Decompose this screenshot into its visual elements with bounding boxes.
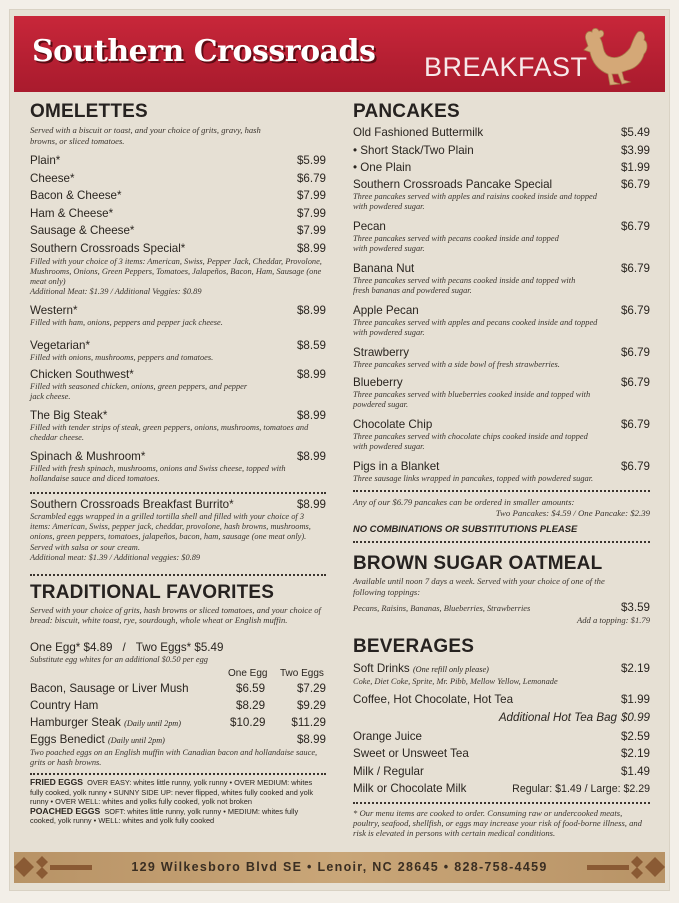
item-name: Pigs in a Blanket [353,460,440,473]
item-desc: Three pancakes served with chocolate chips cooked inside and topped with powdered sugar. [353,432,588,452]
item-price: $8.99 [296,732,326,746]
item-name: Country Ham [30,698,99,712]
item-name: Bacon, Sausage or Liver Mush [30,681,189,695]
item-name: Soft Drinks [353,661,410,675]
item-name: • One Plain [353,161,412,174]
rooster-icon [572,22,652,94]
item-price-two: $9.29 [296,698,326,712]
oatmeal-title: BROWN SUGAR OATMEAL [353,553,603,574]
item-note: (Daily until 2pm) [108,735,165,745]
item-price: $0.99 [620,710,650,724]
restaurant-name: Southern Crossroads [32,34,376,69]
item-name: Hamburger Steak [30,715,121,729]
item-name: Eggs Benedict [30,732,105,746]
item-desc: Three sausage links wrapped in pancakes, topped with powdered sugar. [353,474,594,483]
omelettes-note: Served with a biscuit or toast, and your choice of grits, gravy, hash browns, or sliced tomatoes. [30,125,261,146]
item-name: Old Fashioned Buttermilk [353,126,484,139]
item-desc: Three pancakes served with blueberries cooked inside and topped with powdered sugar. [353,390,591,410]
oatmeal-note: Available until noon 7 days a week. Served with your choice of one of the following toppings: [353,576,605,597]
menu-item [353,418,650,460]
menu-item [30,189,326,207]
item-price: $6.79 [620,220,650,233]
pancakes-title: PANCAKES [353,101,460,122]
poached-eggs-info [30,807,326,826]
divider [353,541,650,543]
menu-item [30,224,326,242]
menu-item [353,711,650,730]
menu-item [30,733,326,773]
item-name: Bacon & Cheese* [30,189,122,202]
divider [30,492,326,494]
item-price: $6.79 [620,262,650,275]
separator: / [122,640,126,654]
item-note: (One refill only please) [412,664,489,674]
item-price: $6.79 [620,178,650,191]
item-name: Southern Crossroads Breakfast Burrito* [30,497,234,511]
item-name: Chocolate Chip [353,418,433,431]
menu-item [30,304,326,339]
item-desc: Three pancakes served with pecans cooked inside and topped with fresh bananas and powdered sugar. [353,276,576,296]
item-extra: Additional Meat: $1.39 / Additional Veggies: $0.89 [30,287,202,297]
item-price: $8.99 [296,303,326,317]
smaller-amounts-note: Any of our $6.79 pancakes can be ordered in smaller amounts: [353,497,575,507]
item-desc: Filled with onions, mushrooms, peppers and tomatoes. [30,352,214,362]
left-column [30,102,326,826]
item-price: $8.99 [296,241,326,255]
item-price: Regular: $1.49 / Large: $2.29 [512,783,650,795]
menu-item [353,662,650,693]
item-name: Coffee, Hot Chocolate, Hot Tea [353,692,514,706]
item-desc: Three pancakes served with apples and raisins cooked inside and topped with powdered sugar. [353,192,597,212]
menu-item [353,782,650,800]
item-price-one: $8.29 [236,698,266,712]
item-price: $8.99 [296,408,326,422]
item-desc: Two poached eggs on an English muffin with Canadian bacon and hollandaise sauce, grits or hash browns. [30,747,318,768]
menu-item [353,178,650,220]
item-name: Banana Nut [353,262,415,275]
traditional-list [30,682,326,773]
menu-item [353,220,650,262]
item-price: $6.79 [620,304,650,317]
fried-eggs-text: OVER EASY: whites little runny, yolk runny • OVER MEDIUM: whites fully cooked, yolk runny • SUNNY SIDE UP: never flipped, whites fully cooked and yolk runny • OVER WELL: whites and yolks fully cooked, yolk not broken [30,777,314,807]
menu-item [353,693,650,711]
item-price: $5.49 [620,126,650,139]
item-desc: Three pancakes served with pecans cooked inside and topped with powdered sugar. [353,234,559,254]
right-ornament-icon [587,852,665,883]
fried-eggs-info [30,778,326,807]
egg-styles [30,778,326,826]
menu-item [353,262,650,304]
item-desc: Three pancakes served with apples and pecans cooked inside and topped with powdered sugar. [353,318,598,338]
item-name: • Short Stack/Two Plain [353,144,474,157]
item-price: $2.19 [620,661,650,675]
menu-item [353,765,650,783]
col-header-two-eggs: Two Eggs [280,667,324,679]
item-price: $6.79 [620,376,650,389]
pancakes-list [353,126,650,490]
item-desc: Filled with ham, onions, peppers and pepper jack cheese. [30,317,223,327]
item-name: Southern Crossroads Special* [30,241,186,255]
item-price: $8.99 [296,367,326,381]
menu-item [353,126,650,144]
item-name: Ham & Cheese* [30,206,114,220]
one-egg-price: One Egg* $4.89 [30,640,113,654]
menu-item [30,368,326,409]
col-header-one-egg: One Egg [228,667,268,679]
add-topping: Add a topping: $1.79 [576,615,650,625]
menu-item [30,716,326,733]
menu-item [30,450,326,490]
item-desc: Three pancakes served with a side bowl of fresh strawberries. [353,360,560,369]
item-desc: Filled with your choice of 3 items: American, Swiss, Pepper Jack, Cheddar, Provolone, Mushrooms, Onions, Green Peppers, Tomatoes, Jalapeños, Bacon, Ham, Sausage (one meat only) [30,256,322,287]
footer-band [14,852,665,883]
menu-item [30,154,326,172]
menu-item [30,172,326,190]
oatmeal-toppings: Pecans, Raisins, Bananas, Blueberries, Strawberries [353,604,531,613]
item-name: Southern Crossroads Pancake Special [353,178,553,191]
item-price: $2.59 [620,729,650,743]
poached-eggs-text: SOFT: whites little runny, yolk runny • MEDIUM: whites fully cooked, yolk runny • WELL: whites and yolk fully cooked [30,806,299,826]
menu-item [30,409,326,450]
item-name: Apple Pecan [353,304,419,317]
menu-item [353,376,650,418]
item-name: Plain* [30,154,61,167]
special-omelette [30,242,326,298]
smaller-amounts-prices: Two Pancakes: $4.59 / One Pancake: $2.39 [495,507,650,518]
divider [30,574,326,576]
menu-item [30,207,326,225]
fried-eggs-label: FRIED EGGS [30,776,84,787]
item-price: $3.59 [620,601,650,614]
item-price: $5.99 [296,154,326,167]
poached-eggs-label: POACHED EGGS [30,805,101,816]
item-desc: Filled with tender strips of steak, green peppers, onions, mushrooms, tomatoes and cheddar cheese. [30,422,309,442]
item-price: $6.79 [620,460,650,473]
item-price: $1.49 [620,764,650,778]
item-price: $6.79 [620,346,650,359]
item-name: Vegetarian* [30,338,90,352]
egg-substitute-note: Substitute egg whites for an additional $0.50 per egg [30,654,208,664]
traditional-note: Served with your choice of grits, hash browns or sliced tomatoes, and your choice of bread: biscuit, white toast, rye, sourdough, whole wheat or English muffin. [30,604,321,626]
food-safety-disclaimer: * Our menu items are cooked to order. Consuming raw or undercooked meats, poultry, seafood, shellfish, or eggs may increase your risk of food-borne illness, and risk is elevated in persons with certain medical conditions. [353,807,642,838]
two-eggs-price: Two Eggs* $5.49 [135,640,224,654]
divider [30,773,326,775]
menu-item [30,242,326,256]
oatmeal-item [353,601,650,615]
item-price-two: $7.29 [296,681,326,695]
item-name: Cheese* [30,171,75,185]
item-name: Sausage & Cheese* [30,224,135,237]
item-name: Sweet or Unsweet Tea [353,747,469,760]
item-price: $7.99 [296,206,326,220]
beverages-list [353,662,650,800]
item-price: $6.79 [620,418,650,431]
egg-row [30,641,326,655]
menu-item [353,346,650,376]
item-name: Pecan [353,220,386,233]
item-price: $1.99 [620,692,650,706]
item-desc: Coke, Diet Coke, Sprite, Mr. Pibb, Mellow Yellow, Lemonade [353,676,558,686]
menu-item [353,460,650,490]
menu-item [30,699,326,716]
header-banner [14,16,665,92]
omelettes-list [30,154,326,242]
item-name: Additional Hot Tea Bag [498,710,617,724]
menu-subtitle: BREAKFAST [424,52,588,82]
menu-item [30,682,326,699]
omelettes-title: OMELETTES [30,101,148,122]
menu-item [30,339,326,368]
menu-item [353,144,650,161]
item-price: $7.99 [296,224,326,237]
item-price: $8.59 [296,338,326,352]
item-price: $1.99 [620,161,650,174]
right-column [353,102,650,838]
no-substitutions: NO COMBINATIONS OR SUBSTITUTIONS PLEASE [353,523,578,534]
item-name: Chicken Southwest* [30,367,134,381]
burrito [30,498,326,574]
menu-item [353,304,650,346]
item-desc: Scrambled eggs wrapped in a grilled tortilla shell and filled with your choice of 3 items: American, Swiss, pepper jack, cheddar, provolone, hash browns, mushrooms, onions, green peppers, tomatoes, jalapeños, bacon, ham, sausage (one meat only). Served with salsa or sour cream. [30,511,311,552]
item-name: Strawberry [353,346,410,359]
item-name: The Big Steak* [30,408,108,422]
item-name: Western* [30,303,78,317]
menu-item [353,730,650,748]
footer-address: 129 Wilkesboro Blvd SE • Lenoir, NC 28645 • 828-758-4459 [131,860,548,874]
item-price: $3.99 [620,144,650,157]
item-price: $7.99 [296,189,326,202]
menu-item [353,747,650,765]
item-name: Milk or Chocolate Milk [353,782,467,795]
item-note: (Daily until 2pm) [124,718,181,728]
divider [353,802,650,804]
beverages-title: BEVERAGES [353,635,475,657]
item-desc: Filled with seasoned chicken, onions, green peppers, and pepper jack cheese. [30,381,248,401]
divider [353,490,650,492]
traditional-title: TRADITIONAL FAVORITES [30,581,275,603]
item-name: Spinach & Mushroom* [30,449,146,463]
item-name: Orange Juice [353,729,422,743]
item-extra: Additional meat: $1.39 / Additional veggies: $0.89 [30,552,201,562]
item-desc: Filled with fresh spinach, mushrooms, onions and Swiss cheese, topped with hollandaise sauce and diced tomatoes. [30,463,286,483]
item-price: $6.79 [296,171,326,185]
described-omelettes [30,304,326,490]
item-name: Blueberry [353,376,403,389]
item-price: $8.99 [296,449,326,463]
item-price: $8.99 [296,497,326,511]
item-price-two: $11.29 [291,715,326,729]
item-price: $2.19 [620,747,650,760]
item-price-one: $10.29 [230,715,266,729]
price-col-headers [30,668,326,682]
item-name: Milk / Regular [353,764,424,778]
menu-item [353,161,650,178]
item-price-one: $6.59 [236,681,266,695]
